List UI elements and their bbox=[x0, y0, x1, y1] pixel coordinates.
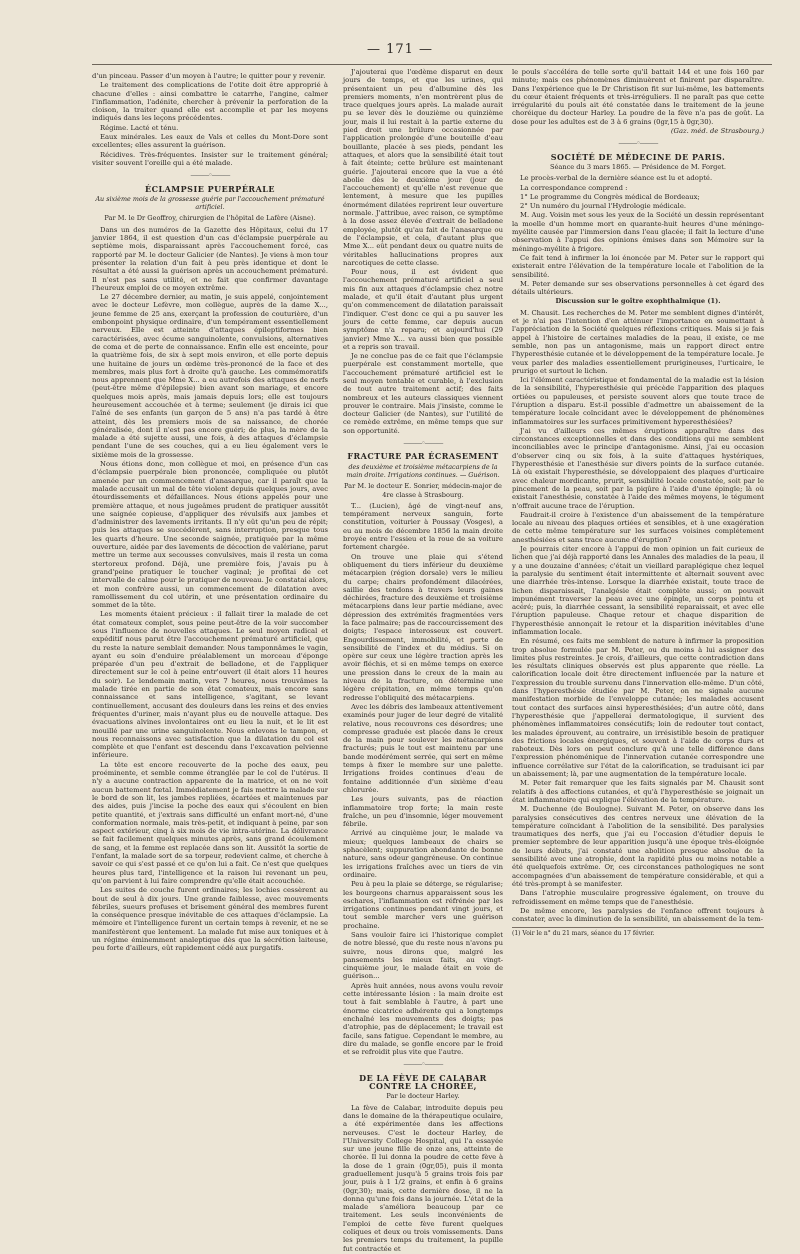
session-line: Séance du 3 mars 1865. — Présidence de M. Forget. bbox=[549, 162, 727, 171]
paragraph: Arrivé au cinquième jour, le malade va mieux; quelques lambeaux de chairs se sphacèlent; suppuration abondante de bonne nature, sans odeur gangréneuse. On continue les irrigations fraîches avec un tiers de vin ordinaire. bbox=[343, 829, 503, 879]
divider: ———◦——— bbox=[403, 439, 443, 448]
footnote: (1) Voir le n° du 21 mars, séance du 17 février. bbox=[512, 927, 764, 938]
article-subheading: Au sixième mois de la grossesse guérie par l'accouchement prématuré artificiel. bbox=[95, 194, 325, 212]
paragraph: J'ai vu d'ailleurs ces mêmes éruptions apparaître dans des circonstances exceptionnelles et dans des conditions qui me semblent inconciliables avec le principe d'antagonisme. Ainsi, j'ai eu occasion d'observer cinq ou six fois, à la suite d'attaques hystériques, l'hyperesthésie et l'anesthésie sur divers points de la surface cutanée. Là où existait l'hyperesthésie, se développaient des plaques d'urticaire avec chaleur mordicante, prurit, sensibilité locale constatée, soit par le pincement de la peau, soit par la piqûre à l'aide d'une épingle; là où existait l'anesthésie, constatée à l'aide des mêmes moyens, le tégument n'offrait aucune trace de l'éruption. bbox=[512, 426, 764, 510]
paragraph: La tête est encore recouverte de la poche des eaux, peu proéminente, et semble comme étranglée par le col de l'utérus. Il n'y a aucune contraction apparente de la matrice, et on ne voit aucun battement fœtal. Immédiatement je fais mettre la malade sur le bord de son lit, les jambes repliées, écartées et maintenues par des aides, puis j'incise la poche des eaux qui s'écoulent en bien petite quantité, et j'extrais sans difficulté un enfant mort-né, d'une conformation normale, mais très-petit, et indiquant à peine, par son aspect extérieur, cinq à six mois de vie intra-utérine. La délivrance se fait facilement quelques minutes après, sans grand écoulement de sang, et la femme est replacée dans son lit. Aussitôt la sortie de l'enfant, la malade sort de sa torpeur, redevient calme, et cherche à savoir ce qui s'est passé et ce qu'on lui a fait. Ce n'est que quelques heures plus tard, l'intelligence et la raison lui revenant un peu, qu'on parvient à lui faire comprendre qu'elle était accouchée. bbox=[92, 760, 328, 885]
paragraph: Récidives. Très-fréquentes. Insister sur le traitement général; visiter souvent l'oreille qui a été malade. bbox=[92, 150, 328, 167]
column-middle bbox=[343, 68, 503, 1254]
paragraph: T... (Lucien), âgé de vingt-neuf ans, tempérament nerveux sanguin, forte constitution, voiturier à Poussay (Vosges), a eu au mois de décembre 1856 la main droite broyée entre l'essieu et la roue de sa voiture fortement chargée. bbox=[343, 501, 503, 552]
paragraph: Les moments étaient précieux : il fallait tirer la malade de cet état comateux complet, sous peine peut-être de la voir succomber sous l'influence de nouvelles attaques. Le seul moyen radical et expéditif nous parut être l'accouchement prématuré artificiel, que du reste la nature semblait demander. Nous tamponnâmes le vagin, ayant eu soin d'enduire préalablement un morceau d'éponge préparée d'un peu d'extrait de belladone, et de l'appliquer directement sur le col à peine entr'ouvert (il était alors 11 heures du soir). Le lendemain matin, vers 7 heures, nous trouvâmes la malade tirée en partie de son état comateux, mais encore sans connaissance et sans intelligence, s'agitant, se levant continuellement, accusant des douleurs dans les reins et des envies fréquentes d'uriner, mais n'ayant plus eu de nouvelle attaque. Des évacuations alvines involontaires ont eu lieu la nuit, et le lit est mouillé par une urine sanguinolente. Nous enlevons le tampon, et nous reconnaissons avec satisfaction que la dilatation du col est complète et que l'enfant est descendu dans l'excavation pelvienne inférieure. bbox=[92, 610, 328, 760]
paragraph: Peu à peu la plaie se déterge, se régularise; les bourgeons charnus apparaissent sous les eschares, l'inflammation est réfrénée par les irrigations continues pendant vingt jours, et tout semble marcher vers une guérison prochaine. bbox=[343, 880, 503, 930]
column-left bbox=[92, 72, 328, 954]
article-heading: ÉCLAMPSIE PUERPÉRALE bbox=[145, 183, 275, 194]
article-subheading: des deuxième et troisième métacarpiens de la main droite. Irrigations continues. — Guérison. bbox=[346, 462, 500, 479]
paragraph: Nous étions donc, mon collègue et moi, en présence d'un cas d'éclampsie puerpérale bien prononcée, compliquée ou plutôt amenée par un commencement d'anasarque, car il paraît que la malade accusait un mal de tête violent depuis quelques jours, avec étourdissements et défaillances. Nous étions appelés pour une première attaque, et nous jugeâmes prudent de pratiquer aussitôt une saignée copieuse, d'appliquer des révulsifs aux jambes et d'administrer des lavements irritants. Il n'y eût qu'un peu de répit; puis les attaques se succédèrent, sans interruption, presque tous les quarts d'heure. Une seconde saignée, pratiquée par la même ouverture, aidée par des lavements de décoction de valériane, parut mettre un terme aux secousses convulsives, mais il resta un coma stertoreux profond. Déjà, une première fois, j'avais pu à grand'peine pratiquer le toucher vaginal; je profitai de cet intervalle de calme pour le pratiquer de nouveau. Je constatai alors, et mon confrère aussi, un commencement de dilatation avec ramollissement du col utérin, et une présentation ordinaire du sommet de la tête. bbox=[92, 460, 328, 610]
paragraph: M. Chausit. Les recherches de M. Peter me semblent dignes d'intérêt, et je n'ai pas l'intention d'en atténuer l'importance en soumettant à l'appréciation de la Société quelques réflexions critiques. Mais si je fais appel à l'histoire de certaines maladies de la peau, il existe, ce me semble, non pas un antagonisme, mais un rapport direct entre l'hyperesthésie cutanée et le développement de la température locale. Je veux parler des maladies essentiellement prurigineuses, l'urticaire, le prurigo et surtout le lichen. bbox=[512, 308, 764, 375]
paragraph: En résumé, ces faits me semblent de nature à infirmer la proposition trop absolue formulée par M. Peter, ou du moins à lui assigner des limites plus restreintes. Je crois, d'ailleurs, que cette contradiction dans les résultats cliniques observés est plus apparente que réelle. La calorification locale doit être directement influencée par la nature et l'expression du trouble survenu dans l'innervation elle-même. D'un côté, dans l'hyperesthésie étudiée par M. Peter, on ne signale aucune manifestation morbide de l'enveloppe cutanée; les malades accusent tout contact des surfaces ainsi hyperesthésiées; d'un autre côté, dans l'hyperesthésie que j'appellerai dermatologique, il survient des phénomènes inflammatoires consécutifs; loin de redouter tout contact, les malades éprouvent, au contraire, un irrésistible besoin de pratiquer des frictions locales énergiques, et souvent à l'aide de corps durs et raboteux. Dès lors on peut conclure qu'à une telle différence dans l'expression phénoménique de l'innervation cutanée correspondre une influence corrélative sur l'état de la calorification, se traduisant ici par un abaissement; là, par une augmentation de la température locale. bbox=[512, 637, 764, 779]
paragraph: d'un pinceau. Passer d'un moyen à l'autre; le quitter pour y revenir. bbox=[92, 72, 326, 80]
paragraph: Faudrait-il croire à l'existence d'un abaissement de la température locale au niveau des plaques ortiées et sensibles, et à une exagération de cette même température sur les surfaces voisines complétement anesthésiées et sans trace aucune d'éruption? bbox=[512, 510, 764, 544]
paragraph: Dans l'atrophie musculaire progressive également, on trouve du refroidissement en même temps que de l'anesthésie. bbox=[512, 889, 764, 906]
paragraph: Après huit années, nous avons voulu revoir cette intéressante lésion : la main droite est tout à fait semblable à l'autre, à part une énorme cicatrice adhérente qui a longtemps enchaîné les mouvements des doigts; pas d'atrophie, pas de déplacement; le travail est facile, sans fatigue. Cependant le membre, au dire du malade, se gonfle encore par le froid et se refroidit plus vite que l'autre. bbox=[343, 981, 503, 1057]
paragraph: Je ne conclue pas de ce fait que l'éclampsie puerpérale est constamment mortelle, que l'accouchement prématuré artificiel est le seul moyen tentable et curable, à l'exclusion de tout autre traitement actif; des faits nombreux et les auteurs classiques viennent prouver le contraire. Mais j'insiste, comme le docteur Galicier (de Nantes), sur l'utilité de ce remède extrême, en même temps que sur son opportunité. bbox=[343, 352, 503, 435]
article-heading: DE LA FÈVE DE CALABAR CONTRE LA CHORÉE, bbox=[359, 1072, 487, 1092]
paragraph: le pouls s'accéléra de telle sorte qu'il battait 144 et une fois 160 par minute; mais ces phénomènes diminuèrent et finirent par disparaître. Dans l'expérience que le Dr Christison fit sur lui-même, les battements du cœur étaient fréquents et très-irréguliers. Il ne paraît pas que cette irrégularité du pouls ait été constatée dans le traitement de la jeune choréique du docteur Harley. La poudre de la fève n'a pas de goût. La dose pour les adultes est de 3 à 6 grains (0gr,15 à 0gr,30). bbox=[512, 68, 764, 126]
paragraph: On trouve une plaie qui s'étend obliquement du tiers inférieur du deuxième métacarpien (région dorsale) vers le milieu du carpe; chairs profondément dilacérées, saillie des tendons à travers leurs gaines déchirées, fracture des deuxième et troisième métacarpiens dans leur partie médiane, avec dépression des extrémités fragmentées vers la face palmaire; pas de raccourcissement des doigts; l'espace interosseux est couvert. Engourdissement, immobilité, et perte de sensibilité de l'index et du médius. Si on opère sur ceux une légère traction après les avoir fléchis, et si en même temps on exerce une pression dans le creux de la main au niveau de la fracture, on détermine une légère crépitation, en même temps qu'on redresse l'obliquité des métacarpiens. bbox=[343, 552, 503, 702]
paragraph: J'ajouterai que l'œdème disparut en deux jours de temps, et que les urines, qui présentaient un peu d'albumine dès les premiers moments, n'en montrèrent plus de trace quelques jours après. La malade aurait pu se lever dès le douzième ou quinzième jour, mais il lui restait à la partie externe du pied droit une brûlure occasionnée par l'application prolongée d'une bouteille d'eau bouillante, placée à ses pieds, pendant les attaques, et alors que la sensibilité était tout à fait éteinte; cette brûlure est maintenant guérie. J'ajouterai encore que la vue a été abolie dès le deuxième jour (jour de l'accouchement) et qu'elle n'est revenue que lentement, à mesure que les pupilles énormément dilatées reprirent leur ouverture normale. J'attribue, avec raison, ce symptôme à la dose assez élevée d'extrait de belladone employée, plutôt qu'au fait de l'anasarque ou de l'éclampsie, et cela, d'autant plus que Mme X... eût pendant deux ou quatre nuits de véritables hallucinations propres aux narcotiques de cette classe. bbox=[343, 68, 503, 267]
source-citation: (Gaz. méd. de Strasbourg.) bbox=[670, 127, 764, 136]
paragraph: Dans un des numéros de la Gazette des Hôpitaux, celui du 17 janvier 1864, il est question d'un cas d'éclampsie puerpérale au septième mois, disparaissant après l'accouchement forcé, cas rapporté par M. le docteur Galicier (de Nantes). Je viens à mon tour présenter la relation d'un fait à peu près identique et dont le résultat a été aussi la guérison après un accouchement prématuré. Il n'est pas sans utilité, et ne fait que confirmer davantage l'heureux emploi de ce moyen extrême. bbox=[92, 225, 328, 292]
paragraph: Régime. Lacté et ténu. bbox=[100, 123, 179, 132]
paragraph: Les jours suivants, pas de réaction inflammatoire trop forte; la main reste fraîche, un peu d'insomnie, léger mouvement fébrile. bbox=[343, 795, 503, 829]
article-author: Par M. le docteur E. Sonrier, médecin-major de 4re classe à Strasbourg. bbox=[344, 482, 502, 499]
paragraph: Sans vouloir faire ici l'historique complet de notre blessé, que du reste nous n'avons pu suivre, nous dirons que, malgré les pansements les mieux faits, au vingt-cinquième jour, le malade était en voie de guérison... bbox=[343, 930, 503, 981]
paragraph: 2° Un numéro du journal l'Hydrologie médicale. bbox=[520, 202, 687, 211]
paragraph: Eaux minérales. Les eaux de Vals et celles du Mont-Dore sont excellentes; elles assurent la guérison. bbox=[92, 133, 328, 150]
paragraph: Pour nous, il est évident que l'accouchement prématuré artificiel a seul mis fin aux attaques d'éclampsie chez notre malade, et qu'il était d'autant plus urgent qu'on commencement de dilatation paraissait l'indiquer. C'est donc ce qui a pu sauver les jours de cette femme, car depuis aucun symptôme n'a reparu; et aujourd'hui (29 janvier) Mme X... va aussi bien que possible et a repris son travail. bbox=[343, 268, 503, 351]
paragraph: De même encore, les paralysies de l'enfance offrent toujours à constater, avec la diminution de la sensibilité, un abaissement de la tem- bbox=[512, 906, 764, 924]
paragraph: La correspondance comprend : bbox=[520, 183, 628, 192]
divider: ———◦——— bbox=[403, 1060, 443, 1069]
paragraph: 1° Le programme du Congrès médical de Bordeaux; bbox=[520, 192, 700, 201]
article-author: Par le docteur Harley. bbox=[386, 1092, 460, 1101]
divider: ———◦——— bbox=[618, 139, 658, 148]
paragraph: Le traitement des complications de l'otite doit être approprié à chacune d'elles : ainsi combattre le catarrhe, l'angine, calmer l'inflammation, l'adénite, chercher à prévenir la perforation de la cloison, la traiter quand elle est accomplie et par les moyens indiqués dans les leçons précédentes. bbox=[92, 81, 328, 123]
paragraph: La fève de Calabar, introduite depuis peu dans le domaine de la thérapeutique oculaire, a été expérimentée dans les affections nerveuses. C'est le docteur Harley, de l'University College Hospital, qui l'a essayée sur une jeune fille de onze ans, atteinte de chorée. Il lui donna la poudre de cette fève à la dose de 1 grain (0gr,05), puis il monta graduellement jusqu'à 5 grains trois fois par jour, puis à 1 1/2 grains, et enfin à 6 grains (0gr,30); mais, cette dernière dose, il ne la donna qu'une fois dans la journée. L'état de la malade s'améliora beaucoup par ce traitement. Les seuls inconvénients de l'emploi de cette fève furent quelques coliques et deux ou trois vomissements. Dans les premiers temps du traitement, la pupille fut contractée et bbox=[343, 1103, 503, 1253]
paragraph: Les suites de couche furent ordinaires; les lochies cessèrent au bout de seul à dix jours. Une grande faiblesse, avec mouvements fébriles, sueurs profuses et brisement général des membres furent la conséquence presque inévitable de ces attaques d'éclampsie. La mémoire et l'intelligence furent un certain temps à revenir, et ne se manifestèrent que lentement. La malade fut mise aux toniques et à un régime éminemment analeptique dès que la sécrétion laiteuse, peu forte d'ailleurs, eût rapidement cédé aux purgatifs. bbox=[92, 886, 328, 953]
discussion-heading: Discussion sur le goître exophthalmique (1). bbox=[555, 297, 721, 306]
article-heading: FRACTURE PAR ÉCRASEMENT bbox=[347, 451, 499, 462]
paragraph: M. Aug. Voisin met sous les yeux de la Société un dessin représentant la moelle d'un homme mort en quarante-huit heures d'une méningo-myélite causée par l'immersion dans l'eau glacée; il fait la lecture d'une observation à l'appui des opinions émises dans son Mémoire sur la méningo-myélite à frigore. bbox=[512, 211, 764, 253]
divider: ———◦——— bbox=[190, 171, 230, 180]
article-heading: SOCIÉTÉ DE MÉDECINE DE PARIS. bbox=[550, 151, 726, 162]
paragraph: Avec les débris des lambeaux attentivement examinés pour juger de leur degré de vitalité relative, nous recouvrons ces désordres; une compresse graduée est placée dans le creux de la main pour soulever les métacarpiens fracturés; puis le tout est maintenu par une bande modérément serrée, qui sert en même temps à fixer le membre sur une palette. Irrigations froides continues d'eau de fontaine additionnée d'un sixième d'eau chlorurée. bbox=[343, 702, 503, 794]
paragraph: M. Duchenne (de Boulogne). Suivant M. Peter, on observe dans les paralysies consécutives des centres nerveux une élévation de la température coïncidant à l'abolition de la sensibilité. Des paralysies traumatiques des nerfs, que j'ai eu l'occasion d'étudier depuis le premier septembre de leur apparition jusqu'à une époque très-éloignée de leurs débuts, j'ai constaté une abolition presque absolue de la sensibilité avec une atrophie, dont la rapidité plus ou moins notable a été quelquefois extrême. Or, ces circonstances pathologiques ne sont accompagnées d'un abaissement de température considérable, et qui a été très-prompt à se manifester. bbox=[512, 805, 764, 888]
paragraph: Ce fait tend à infirmer la loi énoncée par M. Peter sur le rapport qui existerait entre l'élévation de la température locale et l'abolition de la sensibilité. bbox=[512, 253, 764, 279]
column-right bbox=[512, 68, 764, 939]
paragraph: Le 27 décembre dernier, au matin, je suis appelé, conjointement avec le docteur Lefèvre, mon collègue, auprès de la dame X..., jeune femme de 25 ans, exerçant la profession de couturière, d'un embonpoint physique ordinaire, d'un tempérament essentiellement nerveux. Elle est atteinte d'attaques épileptiformes bien caractérisées, avec écume sanguinolente, convulsions, alternatives de coma et de perte de connaissance. Enfin elle est enceinte, pour la quatrième fois, de six à sept mois environ, et elle porte depuis une huitaine de jours un œdème très-prononcé de la face et des membres, mais plus fort à droite qu'à gauche. Les commémoratifs nous apprennent que Mme X... a eu autrefois des attaques de nerfs (peut-être même d'épilepsie) bien avant son mariage, et encore quelques mois après, mais jamais depuis lors; elle est toujours heureusement accouchée et à terme; seulement (je dirais ici que l'aîné de ses enfants (un garçon de 5 ans) n'a pas tardé à être atteint, dès les premiers mois de sa naissance, de chorée généralisée, dont il n'est pas encore guéri; de plus, la mère de la malade a été sujette aussi, une fois, à des attaques d'éclampsie pendant l'une de ses couches, qui a eu lieu également vers le sixième mois de la grossesse. bbox=[92, 293, 328, 459]
article-author: Par M. le Dr Geoffroy, chirurgien de l'hôpital de Lafère (Aisne). bbox=[104, 214, 316, 223]
paragraph: Le procès-verbal de la dernière séance est lu et adopté. bbox=[520, 174, 713, 183]
paragraph: Ici l'élément caractéristique et fondamental de la maladie est la lésion de la sensibilité, l'hyperesthésie qui précède l'apparition des plaques ortiées ou papuleuses, et persiste souvent alors que toute trace de l'éruption a disparu. Est-il possible d'admettre un abaissement de la température locale coïncidant avec le développement de phénomènes inflammatoires sur les surfaces primitivement hyperesthésiées? bbox=[512, 376, 764, 426]
paragraph: M. Peter demande sur ses observations personnelles à cet égard des détails ultérieurs. bbox=[512, 279, 764, 297]
paragraph: Je pourrais citer encore à l'appui de mon opinion un fait curieux de lichen que j'ai déjà rapporté dans les Annales des maladies de la peau, il y a une douzaine d'années; c'était un vieillard paraplégique chez lequel la paralysie du sentiment était intermittente et alternait souvent avec une diarrhée très-intense. Lorsque la diarrhée existait, toute trace de lichen disparaissait, l'analgésie était complète aussi; on pouvait impunément traverser la peau avec une épingle, un corps pointu et acéré; puis, la diarrhée cessant, la sensibilité reparaissait, et avec elle l'éruption papuleuse. Chaque retour et chaque disparition de l'hyperesthésie annonçait le retour et la disparition inévitables d'une inflammation locale. bbox=[512, 545, 764, 636]
header-rule bbox=[92, 64, 772, 65]
page-number: — 171 — bbox=[366, 42, 434, 57]
paragraph: M. Peter fait remarquer que les faits signalés par M. Chausit sont relatifs à des affections cutanées, et qu'à l'hyperesthésie se joignait un état inflammatoire qui explique l'élévation de la température. bbox=[512, 779, 764, 804]
